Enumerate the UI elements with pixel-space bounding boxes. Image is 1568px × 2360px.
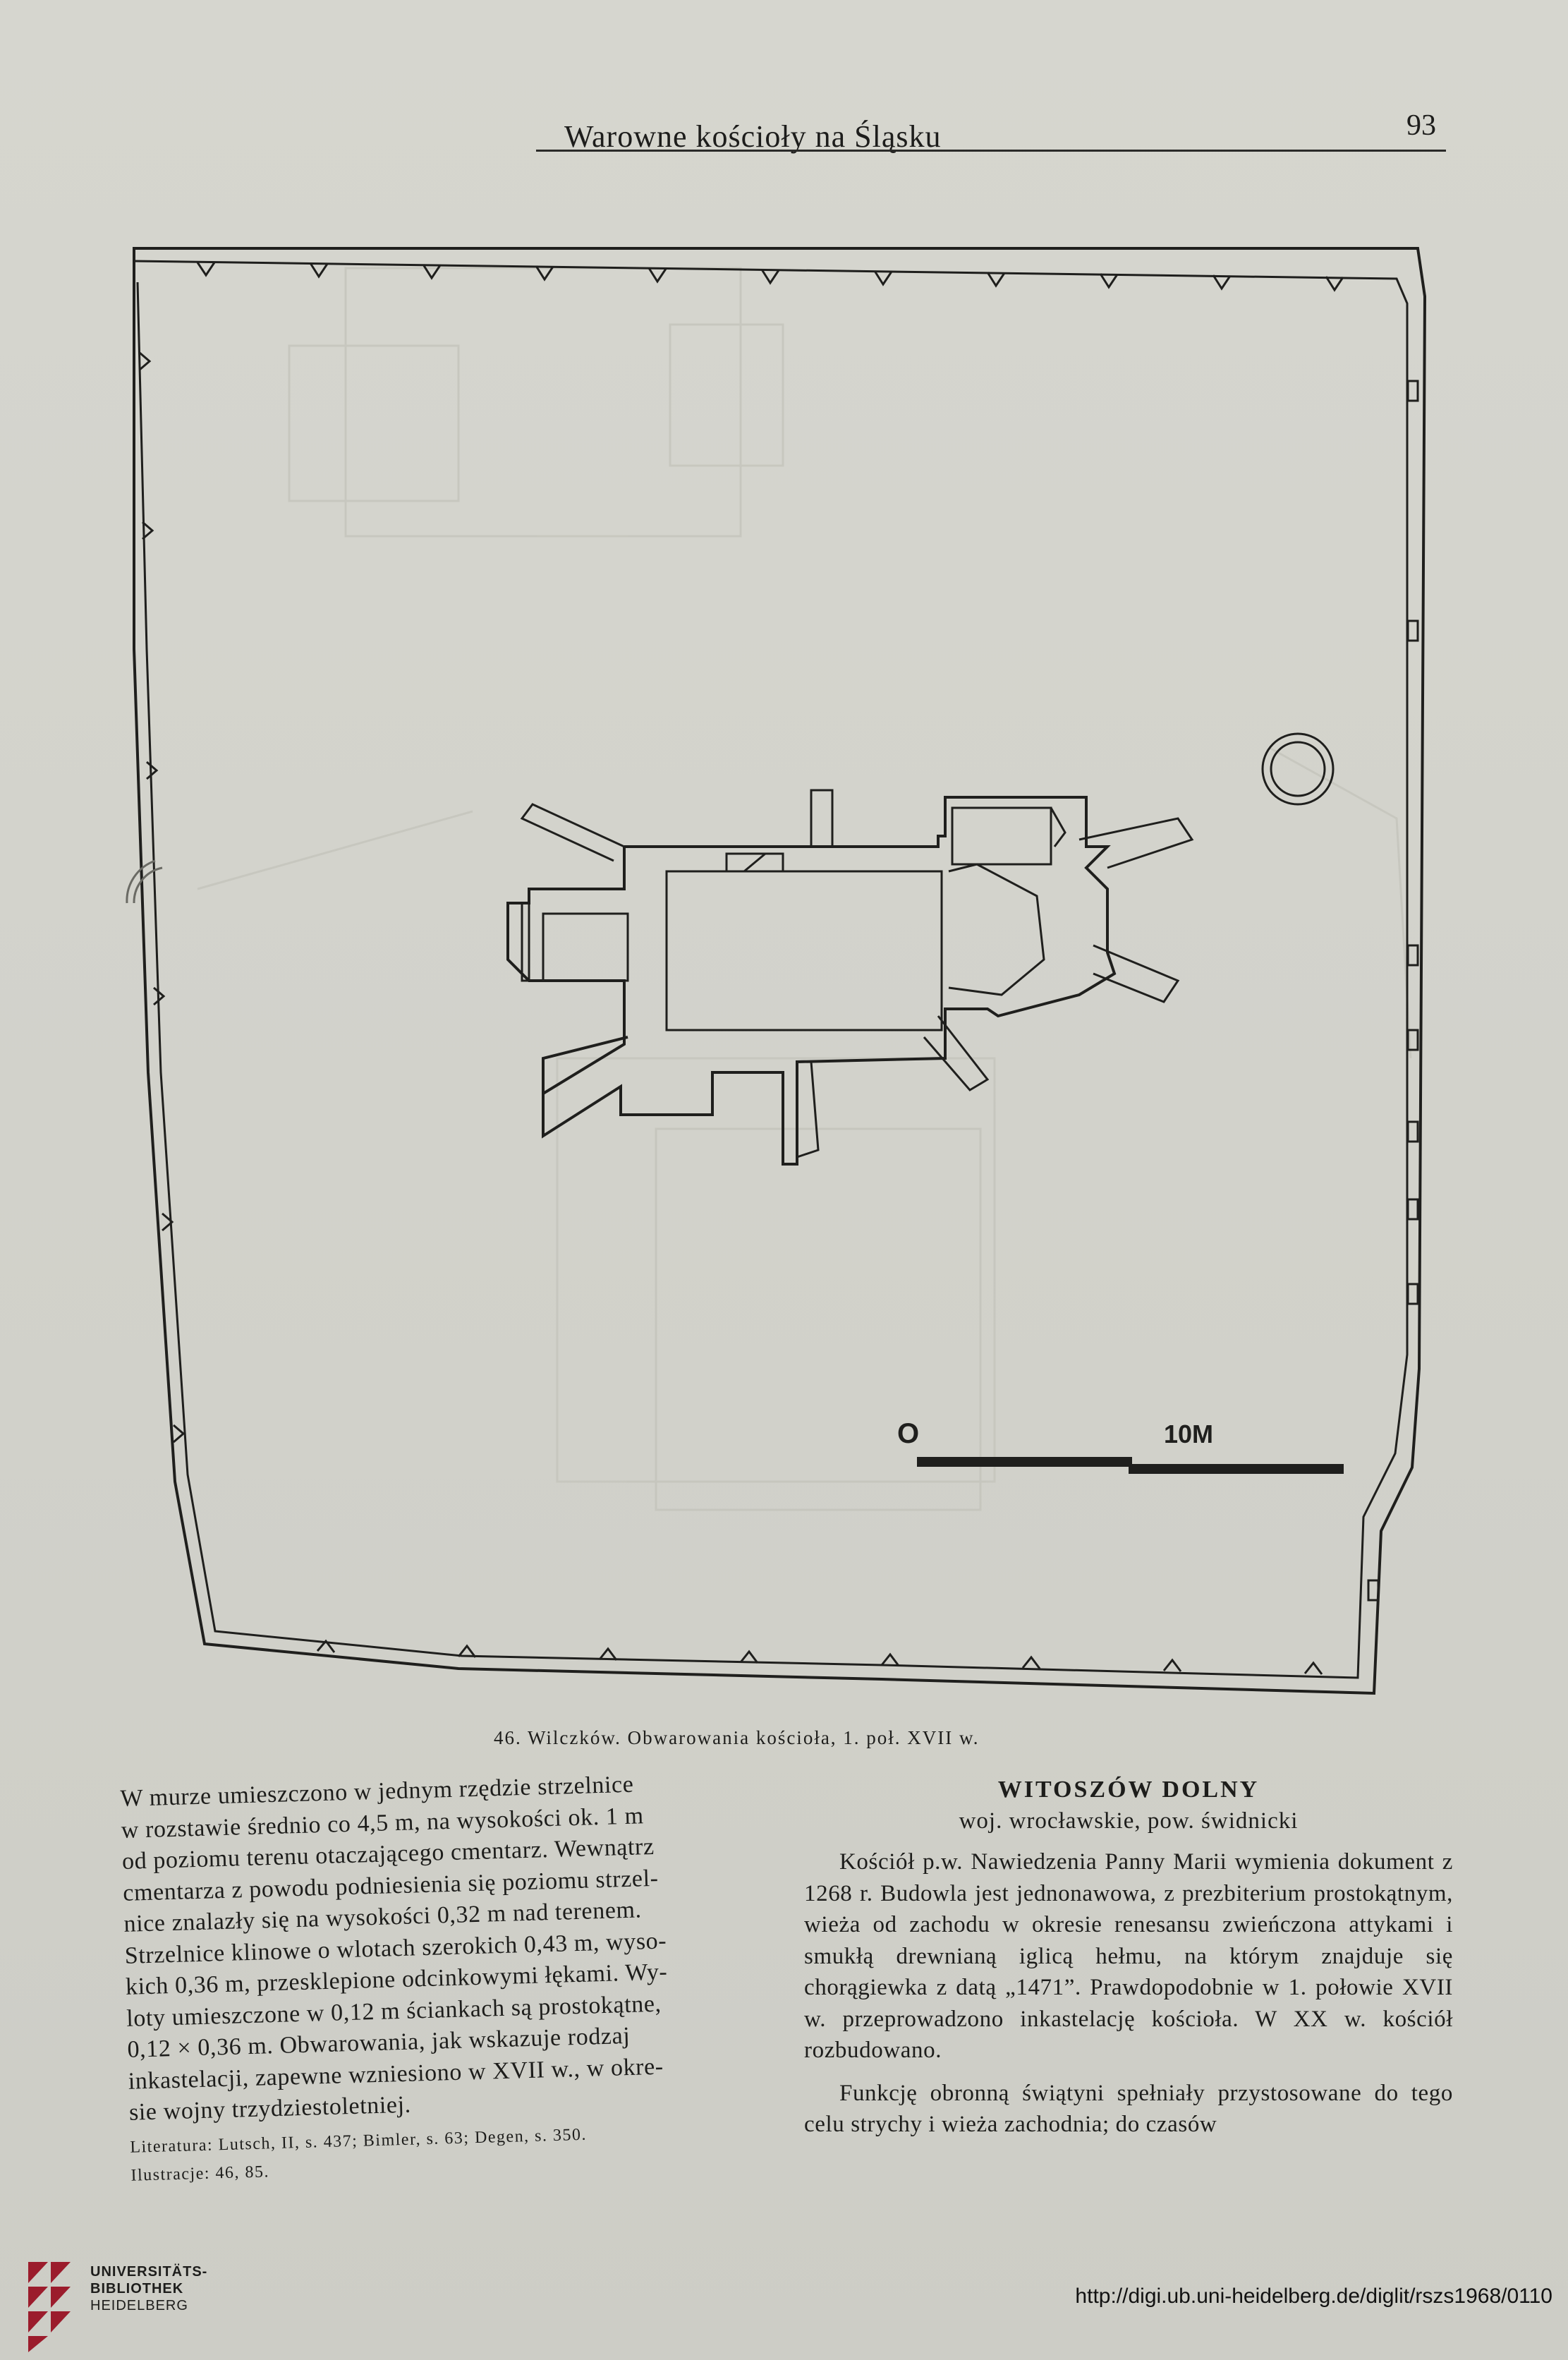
text-line: w rozstawie średnio co 4,5 m, na wysokości ok. 1 m [121,1802,645,1844]
right-column [804,1774,1453,2141]
text-line: inkastelacji, zapewne wzniesiono w XVII w., w okre- [128,2053,664,2095]
fortification-floor-plan [106,226,1446,1714]
text-line: kich 0,36 m, przesklepione odcinkowymi łękami. Wy- [125,1959,668,2000]
text-line: cmentarza z powodu podniesienia się poziomu strzel- [122,1865,660,1906]
university-library-logo-icon [21,2255,78,2354]
page-number: 93 [1406,109,1436,142]
text-line: W murze umieszczono w jednym rzędzie strzelnice [120,1771,634,1812]
figure-caption: 46. Wilczków. Obwarowania kościoła, 1. poł. XVII w. [494,1727,980,1748]
paragraph: Funkcję obronną świątyni spełniały przystosowane do tego celu strychy i wieża zachodnia; do czasów [804,2080,1453,2137]
wall-loopholes [140,262,1418,1674]
scale-end-label: 10M [1164,1420,1214,1448]
text-line: Strzelnice klinowe o wlotach szerokich 0,43 m, wyso- [124,1927,667,1969]
library-line: BIBLIOTHEK [90,2281,184,2297]
left-column [120,1765,780,2189]
running-header-title: Warowne kościoły na Śląsku [564,119,942,154]
footer [0,2244,1568,2360]
header-rule [536,150,1446,152]
text-line: sie wojny trzydziestoletniej. [128,2091,412,2126]
illustrations-note: Ilustracje: 46, 85. [130,2162,270,2185]
source-url-link[interactable]: http://digi.ub.uni-heidelberg.de/diglit/rszs1968/0110 [1075,2285,1552,2308]
library-name [90,2263,207,2314]
church-plan [508,790,1192,1164]
corner-towers [127,734,1333,903]
section-title: WITOSZÓW DOLNY [997,1777,1260,1803]
library-line: HEIDELBERG [90,2298,188,2313]
show-through-ghost [197,268,1411,1510]
paragraph: Kościół p.w. Nawiedzenia Panny Marii wymienia dokument z 1268 r. Budowla jest jednonawowa, z prezbiterium prostokątnym, wieża od zachodu w okresie renesansu zwieńczona attykami i smukłą drewnianą iglicą hełmu, na którym znajduje się chorągiewka z datą „1471”. Prawdopodobnie w 1. połowie XVII w. przeprowadzono inkastelację kościoła. W XX w. kościół rozbudowano. [804,1849,1453,2063]
section-subtitle: woj. wrocławskie, pow. świdnicki [959,1808,1299,1834]
text-line: od poziomu terenu otaczającego cmentarz. Wewnątrz [121,1833,655,1875]
text-line: 0,12 × 0,36 m. Obwarowania, jak wskazuje rodzaj [127,2022,631,2063]
text-line: loty umieszczone w 0,12 m ściankach są prostokątne, [126,1990,662,2032]
literature-note: Literatura: Lutsch, II, s. 437; Bimler, s. 63; Degen, s. 350. [130,2125,588,2157]
library-line: UNIVERSITÄTS- [90,2264,208,2280]
scale-bar [897,1418,1344,1474]
scale-start-label: O [897,1418,920,1449]
text-line: nice znalazły się na wysokości 0,32 m nad terenem. [123,1896,643,1937]
